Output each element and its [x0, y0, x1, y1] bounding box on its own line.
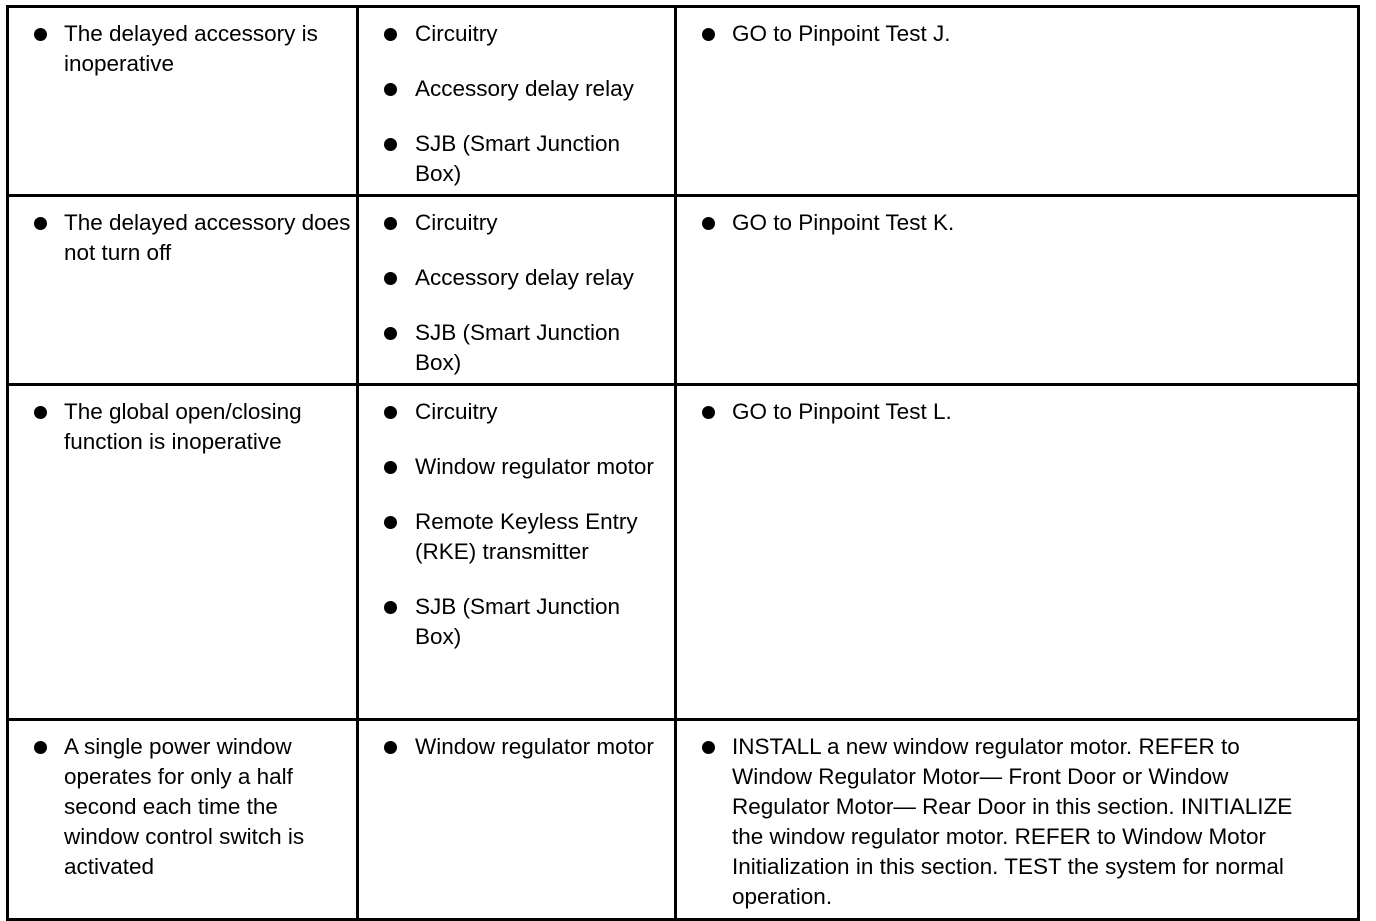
bullet-icon — [34, 217, 47, 230]
bullet-icon — [384, 461, 397, 474]
list-item — [359, 397, 668, 427]
cause-cell — [358, 196, 676, 385]
cause-text: Circuitry — [415, 210, 498, 235]
symptom-cell — [8, 720, 358, 920]
cause-text: Circuitry — [415, 21, 498, 46]
bullet-icon — [384, 83, 397, 96]
action-cell — [676, 7, 1359, 196]
list-item — [359, 592, 668, 652]
list-item — [9, 208, 352, 268]
list-item — [359, 452, 668, 482]
list-item — [677, 19, 1317, 49]
bullet-icon — [702, 741, 715, 754]
list-item — [359, 732, 668, 762]
cause-text: Window regulator motor — [415, 734, 654, 759]
symptom-chart-table — [6, 5, 1360, 921]
action-text: GO to Pinpoint Test J. — [732, 21, 951, 46]
list-item — [677, 732, 1317, 912]
cause-text: Window regulator motor — [415, 454, 654, 479]
bullet-icon — [384, 138, 397, 151]
bullet-icon — [34, 28, 47, 41]
list-item — [677, 208, 1317, 238]
action-cell — [676, 196, 1359, 385]
action-cell — [676, 720, 1359, 920]
bullet-icon — [384, 601, 397, 614]
bullet-icon — [384, 406, 397, 419]
symptom-text: The delayed accessory is inoperative — [64, 21, 318, 76]
bullet-icon — [34, 741, 47, 754]
symptom-cell — [8, 7, 358, 196]
cause-text: Accessory delay relay — [415, 76, 634, 101]
table-row — [8, 720, 1359, 920]
cause-text: SJB (Smart Junction Box) — [415, 320, 621, 375]
cause-text: SJB (Smart Junction Box) — [415, 594, 621, 649]
bullet-icon — [702, 406, 715, 419]
cause-cell — [358, 720, 676, 920]
symptom-text: The delayed accessory does not turn off — [64, 210, 351, 265]
action-text: GO to Pinpoint Test K. — [732, 210, 955, 235]
bullet-icon — [384, 741, 397, 754]
bullet-icon — [384, 516, 397, 529]
table-row — [8, 196, 1359, 385]
list-item — [9, 397, 352, 457]
symptom-cell — [8, 196, 358, 385]
table-row — [8, 385, 1359, 720]
action-text: GO to Pinpoint Test L. — [732, 399, 952, 424]
table-row — [8, 7, 1359, 196]
cause-cell — [358, 385, 676, 720]
bullet-icon — [34, 406, 47, 419]
list-item — [359, 263, 668, 293]
action-text: INSTALL a new window regulator motor. REFER to Window Regulator Motor— Front Door or Window Regulator Motor— Rear Door in this section. INITIALIZE the window regulator motor. REFER to Window Motor Initialization in this section. TEST the system for normal operation. — [732, 734, 1293, 909]
action-cell — [676, 385, 1359, 720]
list-item — [359, 208, 668, 238]
cause-text: Circuitry — [415, 399, 498, 424]
bullet-icon — [384, 217, 397, 230]
cause-text: Remote Keyless Entry (RKE) transmitter — [415, 509, 638, 564]
cause-text: SJB (Smart Junction Box) — [415, 131, 621, 186]
cause-text: Accessory delay relay — [415, 265, 634, 290]
bullet-icon — [384, 272, 397, 285]
symptom-text: The global open/closing function is inoperative — [64, 399, 302, 454]
list-item — [9, 19, 352, 79]
list-item — [359, 507, 668, 567]
list-item — [677, 397, 1317, 427]
bullet-icon — [384, 327, 397, 340]
cause-cell — [358, 7, 676, 196]
list-item — [9, 732, 352, 882]
bullet-icon — [384, 28, 397, 41]
bullet-icon — [702, 217, 715, 230]
list-item — [359, 129, 668, 189]
list-item — [359, 318, 668, 378]
bullet-icon — [702, 28, 715, 41]
list-item — [359, 19, 668, 49]
list-item — [359, 74, 668, 104]
symptom-cell — [8, 385, 358, 720]
symptom-text: A single power window operates for only a half second each time the window control switch is activated — [64, 734, 305, 879]
